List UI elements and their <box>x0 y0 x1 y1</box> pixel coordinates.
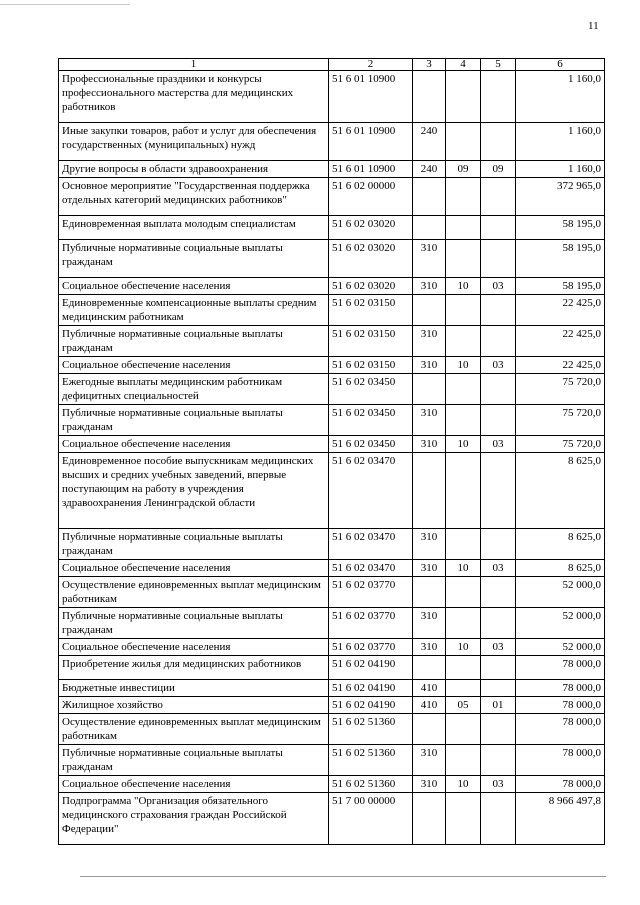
table-row <box>59 560 605 577</box>
header-cell: 1 <box>59 59 329 71</box>
row-code: 51 6 02 03150 <box>329 326 413 357</box>
row-expense-type: 410 <box>413 697 446 714</box>
row-expense-type <box>413 295 446 326</box>
row-code: 51 6 02 51360 <box>329 776 413 793</box>
row-amount: 52 000,0 <box>516 577 605 608</box>
row-subsection <box>481 529 516 560</box>
row-name: Социальное обеспечение населения <box>59 357 329 374</box>
row-subsection <box>481 680 516 697</box>
row-subsection: 03 <box>481 436 516 453</box>
row-amount: 8 625,0 <box>516 560 605 577</box>
row-section <box>446 240 481 278</box>
row-code: 51 6 01 10900 <box>329 161 413 178</box>
row-name: Осуществление единовременных выплат медицинским работникам <box>59 714 329 745</box>
row-amount: 1 160,0 <box>516 161 605 178</box>
row-code: 51 7 00 00000 <box>329 793 413 845</box>
row-subsection: 09 <box>481 161 516 178</box>
row-expense-type: 240 <box>413 161 446 178</box>
row-amount: 78 000,0 <box>516 680 605 697</box>
table-row <box>59 608 605 639</box>
row-subsection <box>481 577 516 608</box>
row-amount: 58 195,0 <box>516 278 605 295</box>
row-subsection <box>481 453 516 529</box>
row-code: 51 6 02 04190 <box>329 697 413 714</box>
row-subsection: 01 <box>481 697 516 714</box>
row-code: 51 6 02 03470 <box>329 529 413 560</box>
row-name: Социальное обеспечение населения <box>59 776 329 793</box>
row-subsection <box>481 295 516 326</box>
row-section <box>446 577 481 608</box>
row-expense-type: 240 <box>413 123 446 161</box>
row-name: Социальное обеспечение населения <box>59 639 329 656</box>
row-code: 51 6 02 03020 <box>329 216 413 240</box>
row-code: 51 6 02 03450 <box>329 374 413 405</box>
table-row <box>59 697 605 714</box>
row-name: Публичные нормативные социальные выплаты гражданам <box>59 405 329 436</box>
row-amount: 52 000,0 <box>516 639 605 656</box>
row-expense-type <box>413 714 446 745</box>
header-cell: 4 <box>446 59 481 71</box>
table-row <box>59 71 605 123</box>
row-name: Осуществление единовременных выплат медицинским работникам <box>59 577 329 608</box>
row-section <box>446 453 481 529</box>
row-section <box>446 714 481 745</box>
row-expense-type: 310 <box>413 560 446 577</box>
row-expense-type <box>413 71 446 123</box>
row-subsection <box>481 608 516 639</box>
row-name: Единовременные компенсационные выплаты средним медицинским работникам <box>59 295 329 326</box>
row-expense-type: 310 <box>413 745 446 776</box>
row-code: 51 6 02 03470 <box>329 453 413 529</box>
row-amount: 22 425,0 <box>516 357 605 374</box>
row-section <box>446 295 481 326</box>
row-section <box>446 608 481 639</box>
row-amount: 58 195,0 <box>516 240 605 278</box>
row-section <box>446 374 481 405</box>
row-code: 51 6 02 03770 <box>329 577 413 608</box>
table-row <box>59 776 605 793</box>
row-section <box>446 178 481 216</box>
table-row <box>59 529 605 560</box>
row-name: Жилищное хозяйство <box>59 697 329 714</box>
row-name: Основное мероприятие "Государственная поддержка отдельных категорий медицинских работников" <box>59 178 329 216</box>
table-row <box>59 123 605 161</box>
budget-table <box>58 58 605 845</box>
row-name: Социальное обеспечение населения <box>59 278 329 295</box>
row-subsection <box>481 374 516 405</box>
row-name: Бюджетные инвестиции <box>59 680 329 697</box>
row-name: Иные закупки товаров, работ и услуг для обеспечения государственных (муниципальных) нужд <box>59 123 329 161</box>
row-section <box>446 216 481 240</box>
row-subsection: 03 <box>481 278 516 295</box>
row-expense-type <box>413 178 446 216</box>
row-amount: 22 425,0 <box>516 295 605 326</box>
row-section <box>446 745 481 776</box>
row-section <box>446 793 481 845</box>
table-row <box>59 278 605 295</box>
table-row <box>59 374 605 405</box>
row-name: Подпрограмма "Организация обязательного медицинского страхования граждан Российской Федерации" <box>59 793 329 845</box>
row-subsection <box>481 178 516 216</box>
row-subsection <box>481 326 516 357</box>
table-row <box>59 714 605 745</box>
table-row <box>59 178 605 216</box>
row-expense-type: 310 <box>413 639 446 656</box>
table-row <box>59 680 605 697</box>
row-subsection: 03 <box>481 776 516 793</box>
row-code: 51 6 02 03770 <box>329 608 413 639</box>
row-subsection: 03 <box>481 639 516 656</box>
row-section: 10 <box>446 776 481 793</box>
row-section: 09 <box>446 161 481 178</box>
table-row <box>59 577 605 608</box>
row-amount: 78 000,0 <box>516 714 605 745</box>
row-code: 51 6 02 03020 <box>329 240 413 278</box>
table-row <box>59 161 605 178</box>
row-name: Публичные нормативные социальные выплаты гражданам <box>59 326 329 357</box>
row-expense-type: 310 <box>413 529 446 560</box>
row-amount: 1 160,0 <box>516 123 605 161</box>
row-name: Публичные нормативные социальные выплаты гражданам <box>59 608 329 639</box>
row-expense-type <box>413 656 446 680</box>
row-section: 10 <box>446 357 481 374</box>
table-row <box>59 405 605 436</box>
row-section <box>446 529 481 560</box>
header-cell: 5 <box>481 59 516 71</box>
row-amount: 75 720,0 <box>516 405 605 436</box>
table-row <box>59 639 605 656</box>
row-subsection: 03 <box>481 560 516 577</box>
row-code: 51 6 02 03150 <box>329 295 413 326</box>
row-section: 10 <box>446 436 481 453</box>
row-expense-type: 310 <box>413 436 446 453</box>
row-name: Публичные нормативные социальные выплаты гражданам <box>59 745 329 776</box>
row-expense-type <box>413 577 446 608</box>
table-row <box>59 436 605 453</box>
header-row <box>59 59 605 71</box>
row-subsection <box>481 216 516 240</box>
row-name: Публичные нормативные социальные выплаты гражданам <box>59 240 329 278</box>
row-section: 10 <box>446 560 481 577</box>
page-number: 11 <box>588 20 599 32</box>
row-section <box>446 680 481 697</box>
row-expense-type <box>413 216 446 240</box>
row-section <box>446 123 481 161</box>
row-subsection: 03 <box>481 357 516 374</box>
row-amount: 75 720,0 <box>516 374 605 405</box>
row-code: 51 6 02 04190 <box>329 680 413 697</box>
table-row <box>59 745 605 776</box>
row-expense-type <box>413 374 446 405</box>
row-code: 51 6 02 51360 <box>329 745 413 776</box>
row-code: 51 6 02 04190 <box>329 656 413 680</box>
row-subsection <box>481 405 516 436</box>
header-cell: 6 <box>516 59 605 71</box>
table-row <box>59 656 605 680</box>
row-name: Другие вопросы в области здравоохранения <box>59 161 329 178</box>
row-subsection <box>481 656 516 680</box>
row-section: 05 <box>446 697 481 714</box>
row-amount: 52 000,0 <box>516 608 605 639</box>
row-section <box>446 656 481 680</box>
row-expense-type: 310 <box>413 326 446 357</box>
header-cell: 2 <box>329 59 413 71</box>
row-amount: 1 160,0 <box>516 71 605 123</box>
row-code: 51 6 01 10900 <box>329 123 413 161</box>
row-expense-type: 310 <box>413 357 446 374</box>
row-amount: 58 195,0 <box>516 216 605 240</box>
table-row <box>59 793 605 845</box>
row-name: Приобретение жилья для медицинских работников <box>59 656 329 680</box>
row-section <box>446 405 481 436</box>
row-section <box>446 71 481 123</box>
row-code: 51 6 02 03450 <box>329 436 413 453</box>
row-amount: 8 625,0 <box>516 453 605 529</box>
row-amount: 8 625,0 <box>516 529 605 560</box>
row-name: Социальное обеспечение населения <box>59 560 329 577</box>
row-amount: 22 425,0 <box>516 326 605 357</box>
row-code: 51 6 02 03020 <box>329 278 413 295</box>
row-subsection <box>481 71 516 123</box>
row-amount: 78 000,0 <box>516 656 605 680</box>
row-code: 51 6 02 51360 <box>329 714 413 745</box>
row-code: 51 6 02 03770 <box>329 639 413 656</box>
row-name: Профессиональные праздники и конкурсы профессионального мастерства для медицинских работников <box>59 71 329 123</box>
row-code: 51 6 02 00000 <box>329 178 413 216</box>
row-name: Единовременное пособие выпускникам медицинских высших и средних учебных заведений, впервые поступающим на работу в учреждения здравоохранения Ленинградской области <box>59 453 329 529</box>
bottom-divider <box>80 876 606 877</box>
row-amount: 78 000,0 <box>516 776 605 793</box>
row-amount: 8 966 497,8 <box>516 793 605 845</box>
row-expense-type <box>413 793 446 845</box>
row-subsection <box>481 745 516 776</box>
row-subsection <box>481 714 516 745</box>
row-section: 10 <box>446 639 481 656</box>
row-amount: 372 965,0 <box>516 178 605 216</box>
row-code: 51 6 01 10900 <box>329 71 413 123</box>
row-name: Ежегодные выплаты медицинским работникам дефицитных специальностей <box>59 374 329 405</box>
row-expense-type: 310 <box>413 405 446 436</box>
table-row <box>59 326 605 357</box>
scan-edge-line <box>0 4 130 5</box>
row-name: Социальное обеспечение населения <box>59 436 329 453</box>
row-expense-type: 410 <box>413 680 446 697</box>
table-row <box>59 216 605 240</box>
row-subsection <box>481 793 516 845</box>
table-body <box>59 71 605 845</box>
table-row <box>59 453 605 529</box>
row-amount: 78 000,0 <box>516 697 605 714</box>
row-amount: 75 720,0 <box>516 436 605 453</box>
table-row <box>59 240 605 278</box>
row-expense-type: 310 <box>413 240 446 278</box>
row-expense-type: 310 <box>413 278 446 295</box>
table-row <box>59 357 605 374</box>
row-amount: 78 000,0 <box>516 745 605 776</box>
row-subsection <box>481 123 516 161</box>
row-subsection <box>481 240 516 278</box>
row-expense-type <box>413 453 446 529</box>
row-name: Единовременная выплата молодым специалистам <box>59 216 329 240</box>
row-expense-type: 310 <box>413 776 446 793</box>
table-row <box>59 295 605 326</box>
header-cell: 3 <box>413 59 446 71</box>
row-code: 51 6 02 03150 <box>329 357 413 374</box>
row-expense-type: 310 <box>413 608 446 639</box>
row-section: 10 <box>446 278 481 295</box>
row-name: Публичные нормативные социальные выплаты гражданам <box>59 529 329 560</box>
row-section <box>446 326 481 357</box>
row-code: 51 6 02 03470 <box>329 560 413 577</box>
row-code: 51 6 02 03450 <box>329 405 413 436</box>
